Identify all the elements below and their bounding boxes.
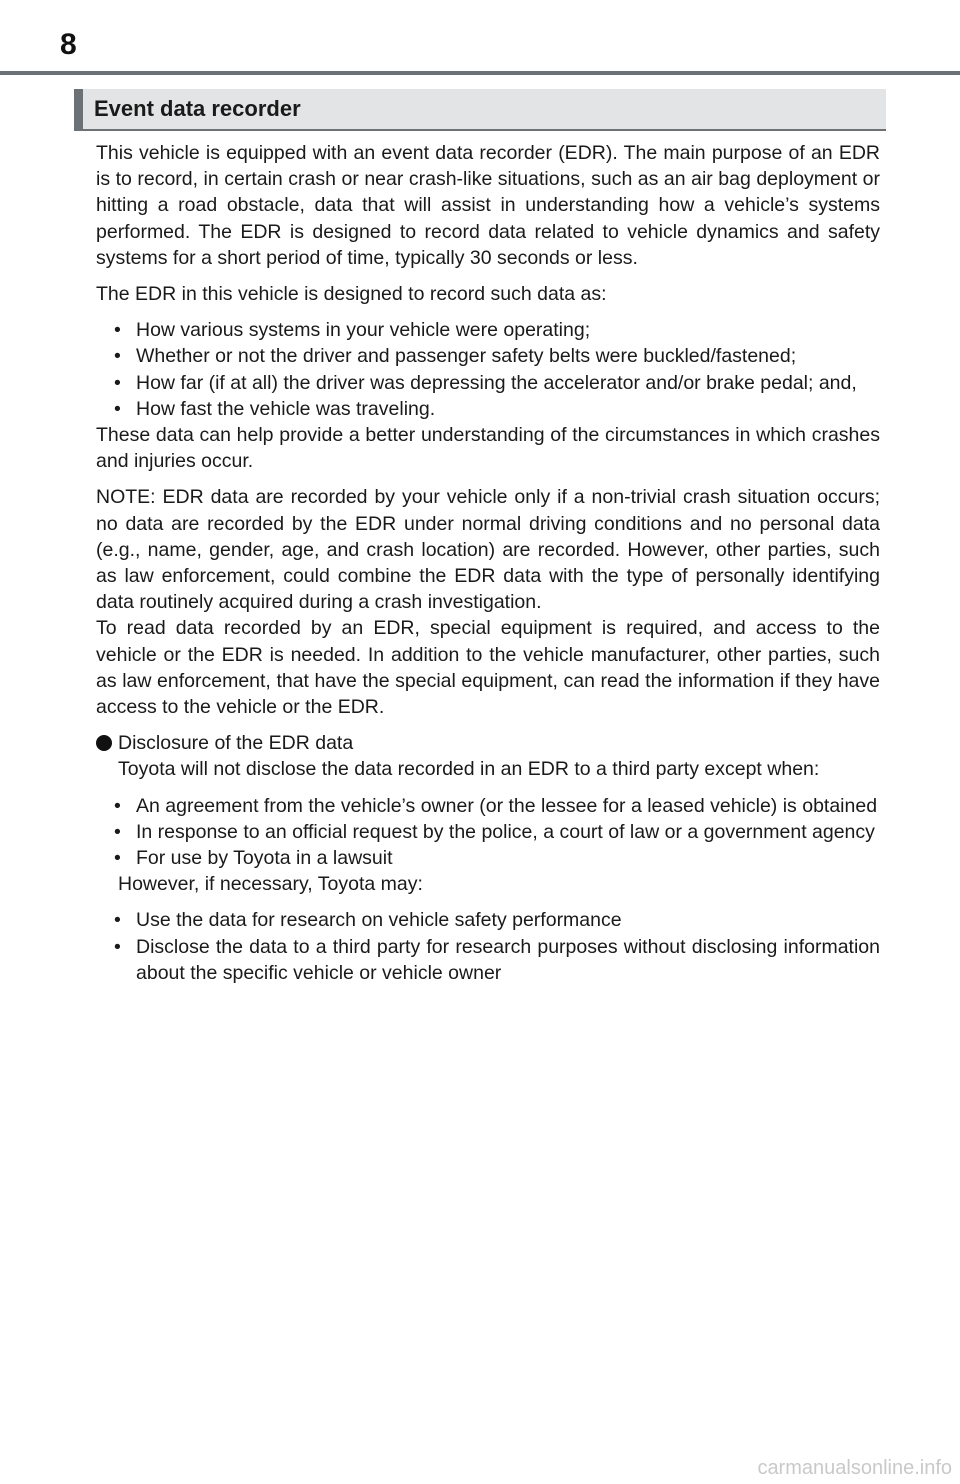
filled-circle-icon [96, 735, 112, 751]
list-item: • In response to an official request by the police, a court of law or a government agency [96, 819, 880, 845]
content [96, 140, 880, 986]
disclosure-heading-text: Disclosure of the EDR data [118, 732, 354, 755]
record-list [96, 317, 880, 422]
section-title: Event data recorder [94, 96, 301, 121]
record-lead: The EDR in this vehicle is designed to record such data as: [96, 283, 607, 306]
access-paragraph: To read data recorded by an EDR, special equipment is required, and access to the vehicle or the EDR is needed. In addition to the vehicle manufacturer, other parties, such as law enforcement, that have the special equipment, can read the information if they have access to the vehicle or the EDR. [96, 617, 880, 719]
list-item: • An agreement from the vehicle’s owner (or the lessee for a leased vehicle) is obtained [96, 793, 880, 819]
list-item: • How various systems in your vehicle were operating; [96, 317, 880, 343]
top-rule [0, 71, 960, 75]
disclosure-heading [96, 730, 880, 756]
page-number: 8 [60, 28, 77, 61]
disclosure-list [96, 793, 880, 872]
list-item: • Use the data for research on vehicle safety performance [96, 907, 880, 933]
list-item: • How far (if at all) the driver was depressing the accelerator and/or brake pedal; and, [96, 370, 880, 396]
record-summary: These data can help provide a better understanding of the circumstances in which crashes and injuries occur. [96, 424, 880, 473]
disclosure-may-list [96, 907, 880, 986]
list-item: • Whether or not the driver and passenger safety belts were buckled/fastened; [96, 343, 880, 369]
note-paragraph: NOTE: EDR data are recorded by your vehicle only if a non-trivial crash situation occurs; no data are recorded by the EDR under normal driving conditions and no personal data (e.g., name, gender, age, and crash location) are recorded. However, other parties, such as law enforcement, could combine the EDR data with the type of personally identifying data routinely acquired during a crash investigation. [96, 486, 880, 614]
disclosure-however: However, if necessary, Toyota may: [118, 873, 423, 896]
list-item: • For use by Toyota in a lawsuit [96, 845, 880, 871]
disclosure-lead: Toyota will not disclose the data recorded in an EDR to a third party except when: [118, 758, 820, 781]
section-header [74, 89, 886, 129]
disclosure-section [96, 730, 880, 986]
list-item: • Disclose the data to a third party for research purposes without disclosing information about the specific vehicle or vehicle owner [96, 934, 880, 986]
intro-paragraph: This vehicle is equipped with an event data recorder (EDR). The main purpose of an EDR is to record, in certain crash or near crash-like situations, such as an air bag deployment or hitting a road obstacle, data that will assist in understanding how a vehicle’s systems performed. The EDR is designed to record data related to vehicle dynamics and safety systems for a short period of time, typically 30 seconds or less. [96, 142, 880, 269]
list-item: • How fast the vehicle was traveling. [96, 396, 880, 422]
watermark: carmanualsonline.info [757, 1457, 952, 1479]
